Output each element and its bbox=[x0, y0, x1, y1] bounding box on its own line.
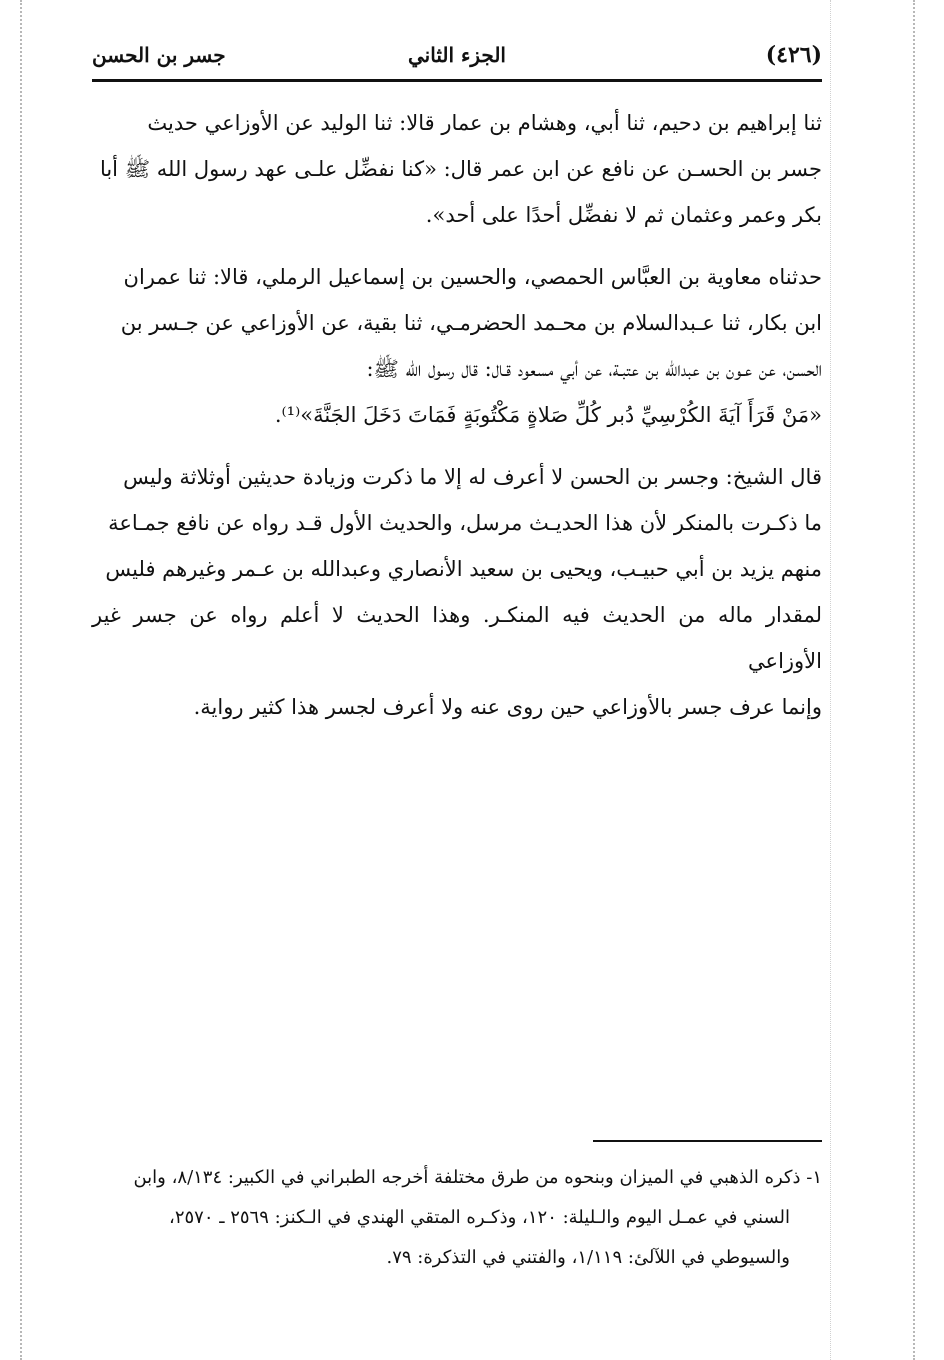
footnote-line: السني في عمـل اليوم والـليلة: ١٢٠، وذكـره المتقي الهندي في الـكنز: ٢٥٦٩ ـ ٢٥٧٠، bbox=[169, 1207, 790, 1228]
header-rule bbox=[92, 79, 822, 82]
entry-title: جسر بن الحسن bbox=[92, 43, 226, 67]
footnote bbox=[92, 1158, 822, 1278]
footnote-line: ١- ذكره الذهبي في الميزان وبنحوه من طرق مختلفة أخرجه الطبراني في الكبير: ٨/١٣٤، وابن bbox=[133, 1167, 822, 1188]
page-number: (٤٢٦) bbox=[765, 42, 822, 68]
text-line: منهم يزيد بن أبي حبيـب، ويحيى بن سعيد الأنصاري وعبدالله بن عـمر وغيرهم فليس bbox=[105, 557, 822, 581]
text-line: جسر بن الحسـن عن نافع عن ابن عمر قال: «كنا نفضِّل علـى عهد رسول الله ﷺ أبا bbox=[99, 157, 822, 181]
footnote-separator bbox=[593, 1140, 822, 1142]
running-header bbox=[92, 36, 822, 74]
text-line: حدثناه معاوية بن العبَّاس الحمصي، والحسين بن إسماعيل الرملي، قالا: ثنا عمران bbox=[123, 265, 822, 289]
text-line: ثنا إبراهيم بن دحيم، ثنا أبي، وهشام بن عمار قالا: ثنا الوليد عن الأوزاعي حديث bbox=[147, 111, 822, 135]
scan-margin-guide-left bbox=[20, 0, 22, 1360]
scan-margin-guide-inner bbox=[830, 0, 831, 1360]
scan-margin-guide-right bbox=[913, 0, 915, 1360]
text-line: الحسن، عن عـون بن عبدالله بن عتبـة، عن أبي مسعود قـال: قال رسول الله ﷺ: bbox=[366, 357, 822, 381]
text-line: بكر وعمر وعثمان ثم لا نفضِّل أحدًا على أحد». bbox=[425, 203, 822, 227]
text-line: ما ذكـرت بالمنكر لأن هذا الحديـث مرسل، والحديث الأول قـد رواه عن نافع جمـاعة bbox=[108, 511, 822, 535]
text-line: وإنما عرف جسر بالأوزاعي حين روى عنه ولا أعرف لجسر هذا كثير رواية. bbox=[193, 695, 822, 719]
part-title: الجزء الثاني bbox=[408, 43, 506, 67]
text-line: ابن بكار، ثنا عـبدالسلام بن محـمد الحضرمـي، ثنا بقية، عن الأوزاعي عن جـسر بن bbox=[120, 311, 822, 335]
text-line: لمقدار ماله من الحديث فيه المنكـر. وهذا الحديث لا أعلم رواه عن جسر غير الأوزاعي bbox=[92, 603, 822, 673]
text-line: قال الشيخ: وجسر بن الحسن لا أعرف له إلا ما ذكرت وزيادة حديثين أوثلاثة وليس bbox=[123, 465, 822, 489]
paragraph-3 bbox=[92, 454, 822, 730]
main-text bbox=[92, 100, 822, 746]
paragraph-2 bbox=[92, 254, 822, 438]
footnote-line: والسيوطي في اللآلئ: ١/١١٩، والفتني في التذكرة: ٧٩. bbox=[386, 1247, 790, 1268]
paragraph-1 bbox=[92, 100, 822, 238]
text-line: «مَنْ قَرَأَ آيَةَ الكُرْسِيِّ دُبر كُلِّ صَلاةٍ مَكْتُوبَةٍ فَمَاتَ دَخَلَ الجَنَّةَ»⁽¹⁾. bbox=[274, 403, 822, 427]
